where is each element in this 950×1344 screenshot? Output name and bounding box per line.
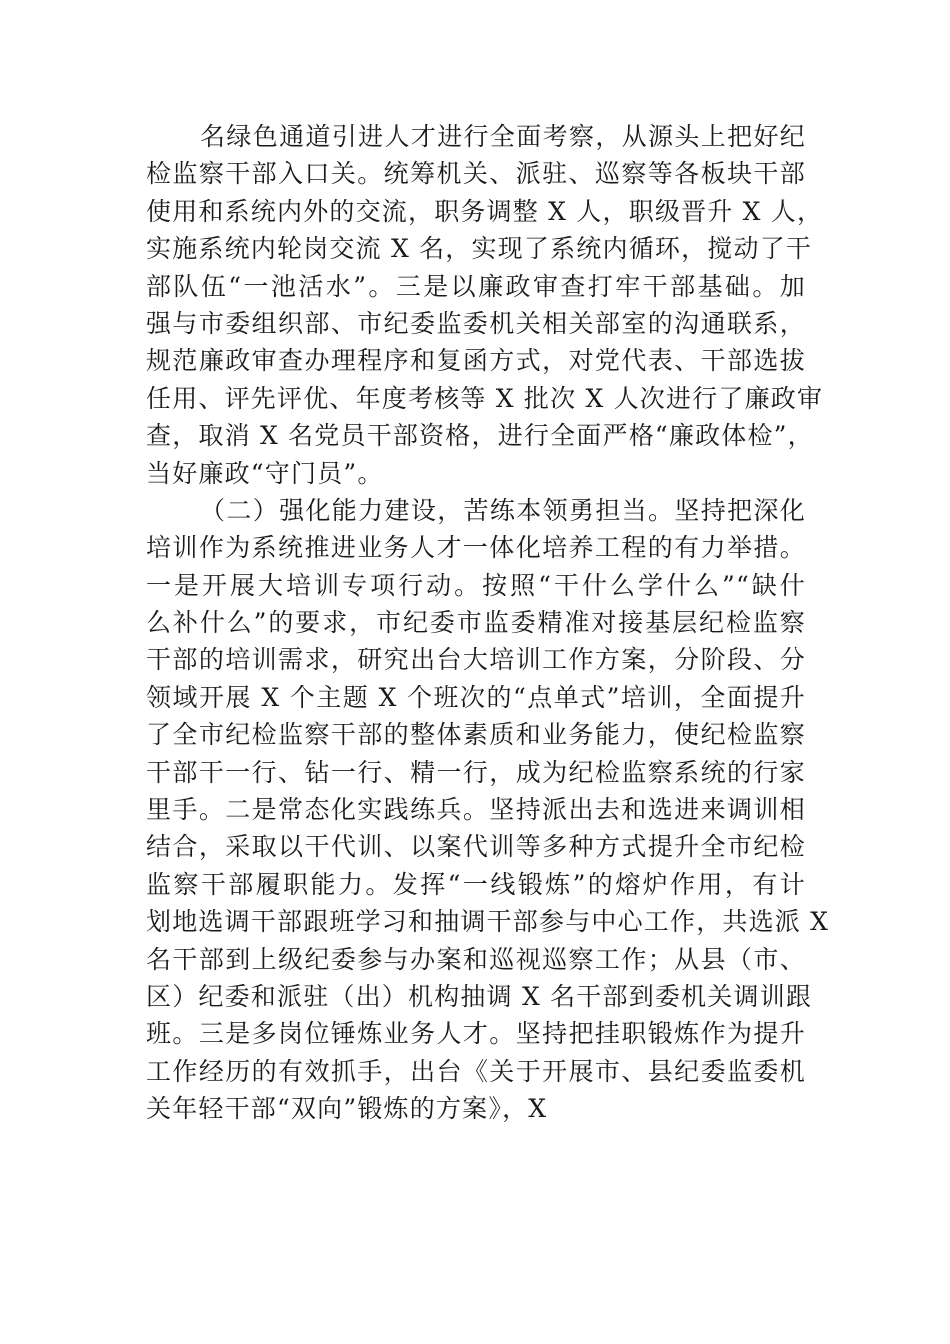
text-line: 干部的培训需求，研究出台大培训工作方案，分阶段、分 [146,645,806,675]
paragraph-talent-selection [146,118,824,492]
text-line: 实施系统内轮岗交流 X 名，实现了系统内循环，搅动了干 [146,234,813,264]
text-line: 里手。二是常态化实践练兵。坚持派出去和选进来调训相 [146,795,806,825]
text-line: 使用和系统内外的交流，职务调整 X 人，职级晋升 X 人， [146,196,824,226]
text-line: 了全市纪检监察干部的整体素质和业务能力，使纪检监察 [146,720,806,750]
text-line: 规范廉政审查办理程序和复函方式，对党代表、干部选拔 [146,346,806,376]
text-line: 强与市委组织部、市纪委监委机关相关部室的沟通联系， [146,308,806,338]
text-line: 关年轻干部“双向”锻炼的方案》，X [146,1094,548,1124]
text-line: 区）纪委和派驻（出）机构抽调 X 名干部到委机关调训跟 [146,981,813,1011]
text-line: 检监察干部入口关。统筹机关、派驻、巡察等各板块干部 [146,159,806,189]
document-body [146,118,830,1128]
text-line: 划地选调干部跟班学习和抽调干部参与中心工作，共选派 X [146,907,830,937]
text-line: 名绿色通道引进人才进行全面考察，从源头上把好纪 [200,122,806,151]
paragraph-capacity-building [146,492,830,1128]
text-line: 任用、评先评优、年度考核等 X 批次 X 人次进行了廉政审 [146,383,824,413]
text-line: 么补什么”的要求，市纪委市监委精准对接基层纪检监察 [146,608,806,638]
text-line: 名干部到上级纪委参与办案和巡视巡察工作；从县（市、 [146,944,806,974]
text-line: 工作经历的有效抓手，出台《关于开展市、县纪委监委机 [146,1056,806,1086]
text-line: 培训作为系统推进业务人才一体化培养工程的有力举措。 [146,533,806,563]
text-line: 一是开展大培训专项行动。按照“干什么学什么”“缺什 [146,570,806,600]
text-line: 结合，采取以干代训、以案代训等多种方式提升全市纪检 [146,832,806,862]
text-line: 监察干部履职能力。发挥“一线锻炼”的熔炉作用，有计 [146,869,806,899]
text-line: 干部干一行、钻一行、精一行，成为纪检监察系统的行家 [146,757,806,787]
section-heading-line: （二）强化能力建设，苦练本领勇担当。坚持把深化 [200,495,806,525]
text-line: 当好廉政“守门员”。 [146,458,384,488]
text-line: 部队伍“一池活水”。三是以廉政审查打牢干部基础。加 [146,271,806,301]
text-line: 班。三是多岗位锤炼业务人才。坚持把挂职锻炼作为提升 [146,1019,806,1049]
text-line: 领域开展 X 个主题 X 个班次的“点单式”培训，全面提升 [146,682,806,712]
text-line: 查，取消 X 名党员干部资格，进行全面严格“廉政体检”， [146,421,814,451]
